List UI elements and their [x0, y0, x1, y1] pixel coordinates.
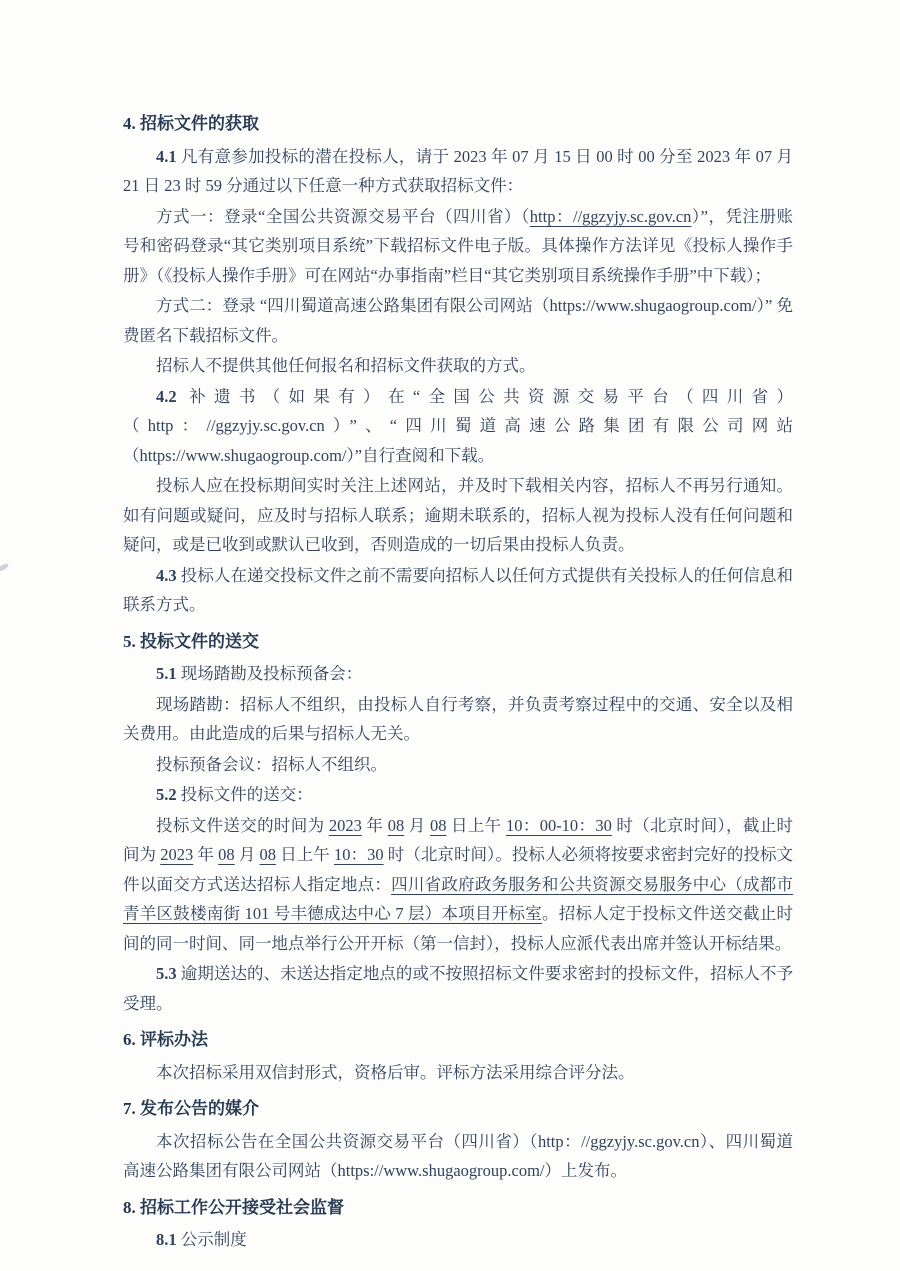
underlined-text: 10：00-10：30 — [506, 815, 612, 835]
underlined-text: 08 — [430, 815, 447, 835]
scan-smudge-mark — [0, 562, 9, 572]
text-run: 投标预备会议：招标人不组织。 — [156, 754, 387, 774]
underlined-text: 08 — [218, 845, 235, 864]
text-run: 凡有意参加投标的潜在投标人，请于 2023 年 07 月 15 日 00 时 00 分至 2023 年 07 月 21 日 23 时 59 分通过以下任意一种方式获取招标文件： — [123, 146, 793, 195]
paragraph — [123, 1058, 793, 1088]
text-run: 日上午 — [446, 815, 506, 835]
paragraph — [123, 1225, 793, 1255]
paragraph — [123, 659, 793, 689]
underlined-text: http：//ggzyjy.sc.gov.cn — [529, 206, 692, 226]
text-run: 投标文件送交的时间为 — [156, 815, 329, 835]
text-run: 投标人应在投标期间实时关注上述网站，并及时下载相关内容，招标人不再另行通知。如有问题或疑问，应及时与招标人联系；逾期未联系的，招标人视为投标人没有任何问题和疑问，或是已收到或默认已收到，否则造成的一切后果由投标人负责。 — [123, 476, 793, 554]
section-heading — [123, 627, 793, 657]
text-run: 7. 发布公告的媒介 — [123, 1099, 259, 1118]
document-body — [123, 102, 793, 1256]
text-run: 4.1 — [156, 146, 177, 166]
text-run: 8. 招标工作公开接受社会监督 — [123, 1197, 344, 1217]
paragraph — [123, 690, 793, 749]
underlined-text: 2023 — [328, 815, 362, 835]
paragraph — [123, 471, 793, 560]
section-heading — [123, 1193, 793, 1223]
text-run: 月 — [234, 845, 260, 864]
text-run: 年 — [193, 845, 219, 864]
text-run: 招标人不提供其他任何报名和招标文件获取的方式。 — [156, 356, 536, 375]
text-run: 6. 评标办法 — [123, 1030, 208, 1049]
text-run: 方式一：登录“全国公共资源交易平台（四川省）（ — [156, 206, 530, 226]
text-run: 补遗书（如果有）在“全国公共资源交易平台（四川省）（http：//ggzyjy.sc.gov.cn）”、“四川蜀道高速公路集团有限公司网站（https://www.shugaogroup.com/）”自行查阅和下载。 — [123, 386, 793, 465]
paragraph — [123, 291, 793, 350]
text-run: 本次招标公告在全国公共资源交易平台（四川省）（http：//ggzyjy.sc.gov.cn）、四川蜀道高速公路集团有限公司网站（https://www.shugaogroup.com/）上发布。 — [123, 1131, 793, 1180]
text-run: 8.1 — [156, 1230, 177, 1249]
text-run: 日上午 — [276, 845, 335, 864]
text-run: 5.3 — [156, 964, 177, 983]
underlined-text: 10：30 — [334, 845, 384, 864]
underlined-text: 四川省政府政务服务和公共资源交易服务中心（成都市青羊区鼓楼南街 101 号丰德成达中心 7 层）本项目开标室 — [123, 874, 794, 923]
paragraph — [123, 780, 793, 810]
text-run: 4.3 — [156, 565, 177, 585]
paragraph — [123, 142, 793, 201]
text-run: ）”，凭注册账号和密码登录“其它类别项目系统”下载招标文件电子版。具体操作方法详见《投标人操作手册》（《投标人操作手册》可在网站“办事指南”栏目“其它类别项目系统操作手册”中下载）； — [123, 206, 794, 285]
paragraph — [123, 382, 793, 471]
paragraph — [123, 959, 793, 1018]
text-run: 月 — [404, 815, 431, 835]
text-run: 投标文件的送交： — [176, 785, 313, 804]
text-run: 5.2 — [156, 785, 177, 804]
text-run: 年 — [361, 815, 388, 835]
paragraph — [123, 750, 793, 780]
text-run: 时（北京时间），截止时间为 — [123, 815, 794, 864]
underlined-text: 2023 — [160, 845, 194, 864]
text-run: 投标人在递交投标文件之前不需要向招标人以任何方式提供有关投标人的任何信息和联系方式。 — [123, 565, 793, 614]
text-run: 公示制度 — [176, 1230, 247, 1249]
text-run: 现场踏勘：招标人不组织，由投标人自行考察，并负责考察过程中的交通、安全以及相关费用。由此造成的后果与招标人无关。 — [123, 694, 793, 743]
text-run: 4. 招标文件的获取 — [123, 114, 259, 133]
paragraph — [123, 1127, 793, 1186]
text-run: 。招标人定于投标文件送交截止时间的同一时间、同一地点举行公开开标（第一信封），投标人应派代表出席并签认开标结果。 — [123, 904, 793, 953]
section-heading — [123, 109, 793, 139]
text-run: 5.1 — [156, 664, 177, 683]
text-run: 5. 投标文件的送交 — [123, 631, 259, 651]
text-run: 方式二：登录 “四川蜀道高速公路集团有限公司网站（https://www.shugaogroup.com/）” 免费匿名下载招标文件。 — [123, 296, 793, 345]
text-run: 时（北京时间）。投标人必须将按要求密封完好的投标文件以面交方式送达招标人指定地点： — [123, 845, 794, 894]
underlined-text: 08 — [259, 845, 277, 864]
text-run: 逾期送达的、未送达指定地点的或不按照招标文件要求密封的投标文件，招标人不予受理。 — [123, 964, 793, 1013]
text-run: 本次招标采用双信封形式，资格后审。评标方法采用综合评分法。 — [156, 1062, 635, 1082]
paragraph — [123, 351, 793, 381]
paragraph — [123, 561, 793, 620]
paragraph — [123, 202, 793, 291]
paragraph — [123, 811, 793, 959]
section-heading — [123, 1025, 793, 1055]
text-run: 现场踏勘及投标预备会： — [176, 664, 363, 683]
text-run: 4.2 — [156, 386, 177, 406]
underlined-text: 08 — [387, 815, 405, 835]
section-heading — [123, 1094, 793, 1124]
